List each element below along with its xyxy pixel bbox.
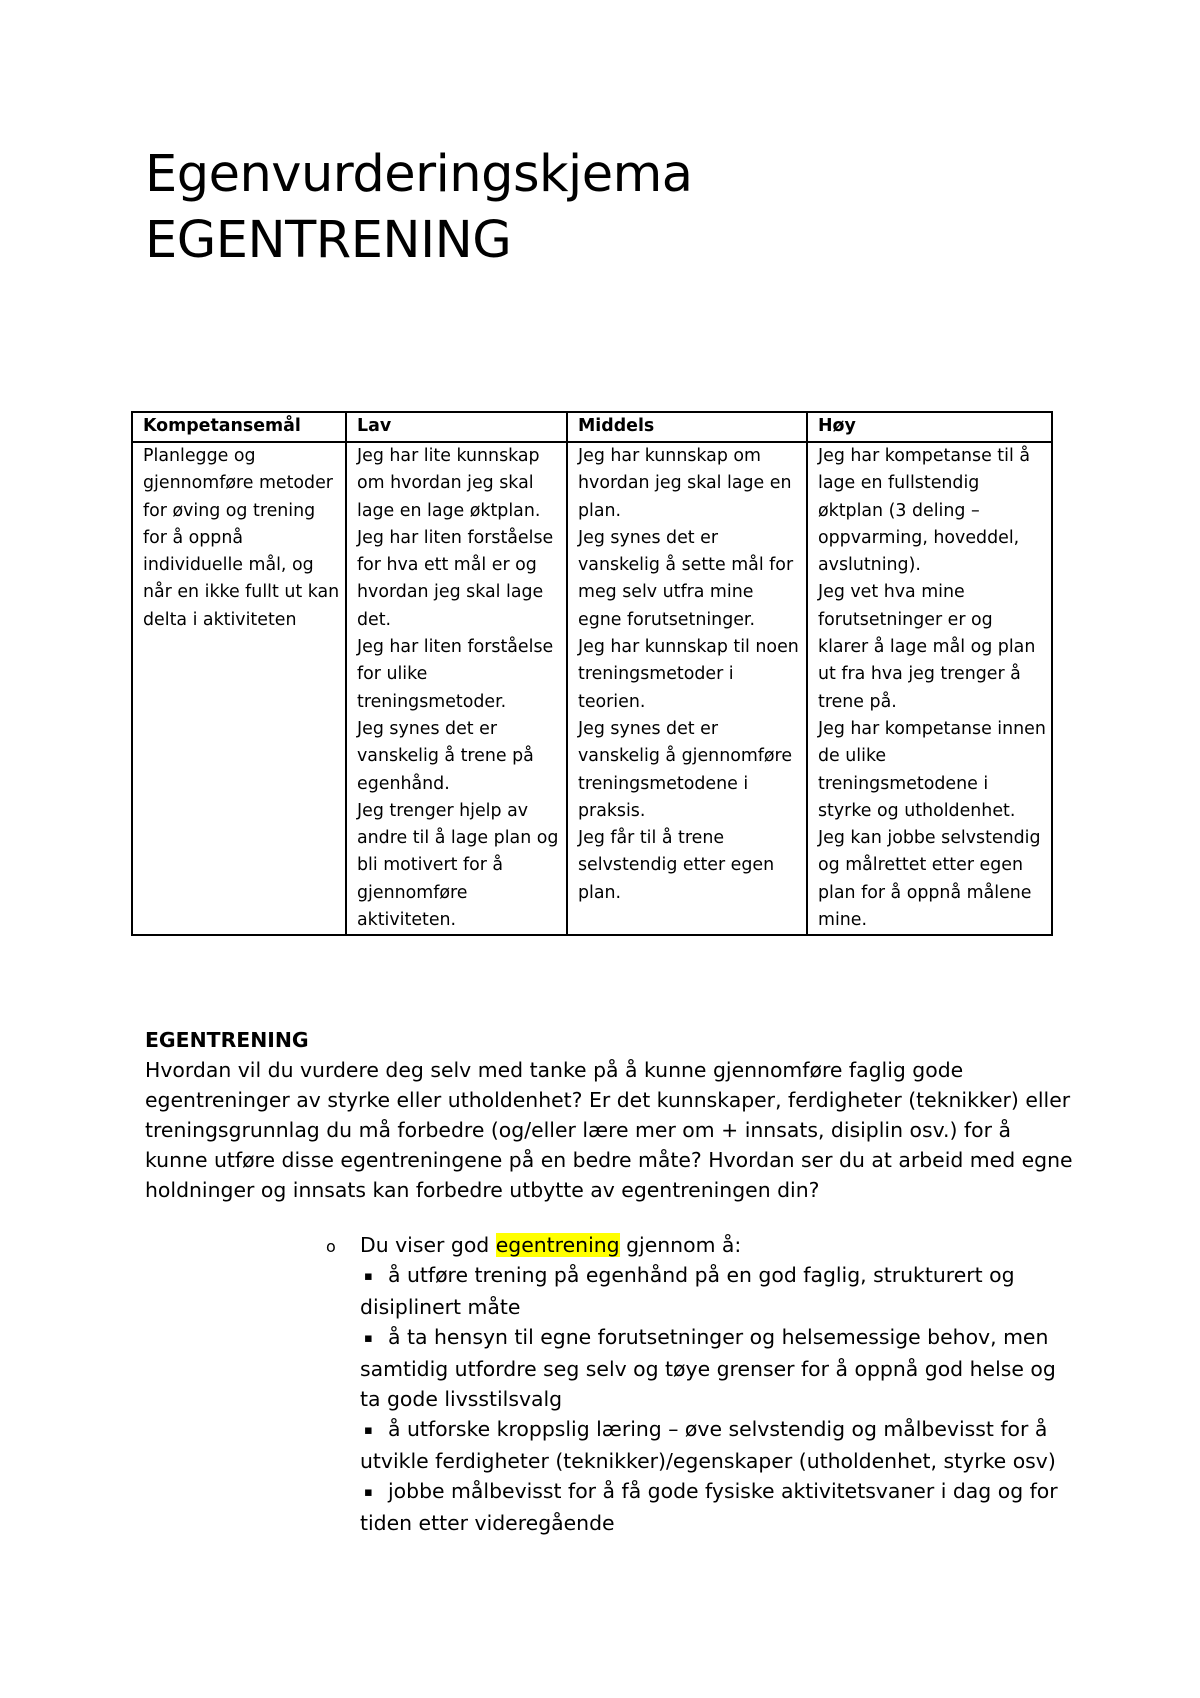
list-item-text: å utføre trening på egenhånd på en god faglig, strukturert og disiplinert måte — [360, 1263, 1015, 1319]
highlighted-keyword: egentrening — [495, 1233, 620, 1257]
low-statement: Jeg har liten forståelse for hva ett mål er og hvordan jeg skal lage det. — [357, 527, 554, 630]
reflection-question: Hvordan vil du vurdere deg selv med tanke på å kunne gjennomføre faglig gode egentreninger av styrke eller utholdenhet? Er det kunnskaper, ferdigheter (teknikker) eller treningsgrunnlag du må forbedre (og/eller lære mer om + innsats, disiplin osv.) for å kunne utføre disse egentreningene på en bedre måte? Hvordan ser du at arbeid med egne holdninger og innsats kan forbedre utbytte av egentreningen din? — [145, 1058, 1073, 1202]
header-high: Høy — [807, 412, 1052, 442]
cell-competence-goal — [132, 442, 346, 935]
square-bullet-icon: ▪ — [364, 1485, 373, 1500]
title-line-1: Egenvurderingskjema — [145, 145, 693, 204]
criteria-list — [318, 1230, 1078, 1538]
high-statement: Jeg vet hva mine forutsetninger er og klarer å lage mål og plan ut fra hva jeg trenger å trene på. — [818, 582, 1036, 712]
medium-statement: Jeg har kunnskap til noen treningsmetoder i teorien. — [578, 637, 799, 712]
reflection-section — [145, 1025, 1075, 1205]
cell-medium — [567, 442, 807, 935]
medium-statement: Jeg synes det er vanskelig å gjennomføre treningsmetodene i praksis. — [578, 718, 793, 821]
square-bullet-icon: ▪ — [364, 1331, 373, 1346]
square-bullet-icon: ▪ — [364, 1423, 373, 1438]
low-statement: Jeg synes det er vanskelig å trene på egenhånd. — [357, 718, 534, 794]
medium-statement: Jeg får til å trene selvstendig etter egen plan. — [578, 828, 775, 903]
hollow-circle-bullet-icon: o — [326, 1237, 336, 1256]
intro-text-after: gjennom å: — [619, 1233, 742, 1257]
table-header-row — [132, 412, 1052, 442]
document-title — [145, 142, 693, 274]
square-bullet-icon: ▪ — [364, 1269, 373, 1284]
competence-goal-text: Planlegge og gjennomføre metoder for øving og trening for å oppnå individuelle mål, og når en ikke fullt ut kan delta i aktiviteten — [143, 446, 340, 630]
low-statement: Jeg har liten forståelse for ulike treningsmetoder. — [357, 637, 554, 712]
criteria-items — [318, 1260, 1078, 1538]
list-item-text: å utforske kroppslig læring – øve selvstendig og målbevisst for å utvikle ferdigheter (teknikker)/egenskaper (utholdenhet, styrke osv) — [360, 1417, 1056, 1473]
header-low: Lav — [346, 412, 567, 442]
section-heading: EGENTRENING — [145, 1028, 309, 1052]
low-statement: Jeg trenger hjelp av andre til å lage plan og bli motivert for å gjennomføre aktiviteten. — [357, 800, 559, 931]
list-item-text: jobbe målbevisst for å få gode fysiske aktivitetsvaner i dag og for tiden etter videregående — [360, 1479, 1058, 1535]
high-statement: Jeg har kompetanse til å lage en fullstendig øktplan (3 deling – oppvarming, hoveddel, avslutning). — [818, 446, 1030, 576]
list-intro — [318, 1230, 1078, 1260]
table-row — [132, 442, 1052, 935]
low-statement: Jeg har lite kunnskap om hvordan jeg skal lage en lage øktplan. — [357, 446, 541, 521]
header-competence-goal: Kompetansemål — [132, 412, 346, 442]
high-statement: Jeg har kompetanse innen de ulike treningsmetodene i styrke og utholdenhet. — [818, 718, 1046, 821]
cell-high — [807, 442, 1052, 935]
list-item — [360, 1260, 1078, 1322]
medium-statement: Jeg synes det er vanskelig å sette mål for meg selv utfra mine egne forutsetninger. — [578, 527, 794, 630]
high-statement: Jeg kan jobbe selvstendig og målrettet etter egen plan for å oppnå målene mine. — [818, 828, 1041, 931]
title-line-2: EGENTRENING — [145, 211, 512, 270]
intro-text-before: Du viser god — [360, 1233, 496, 1257]
list-item — [360, 1322, 1078, 1414]
list-item-text: å ta hensyn til egne forutsetninger og helsemessige behov, men samtidig utfordre seg selv og tøye grenser for å oppnå god helse og ta gode livsstilsvalg — [360, 1325, 1056, 1411]
header-medium: Middels — [567, 412, 807, 442]
list-item — [360, 1476, 1078, 1538]
list-item — [360, 1414, 1078, 1476]
self-assessment-table — [131, 411, 1053, 936]
cell-low — [346, 442, 567, 935]
medium-statement: Jeg har kunnskap om hvordan jeg skal lage en plan. — [578, 446, 792, 521]
